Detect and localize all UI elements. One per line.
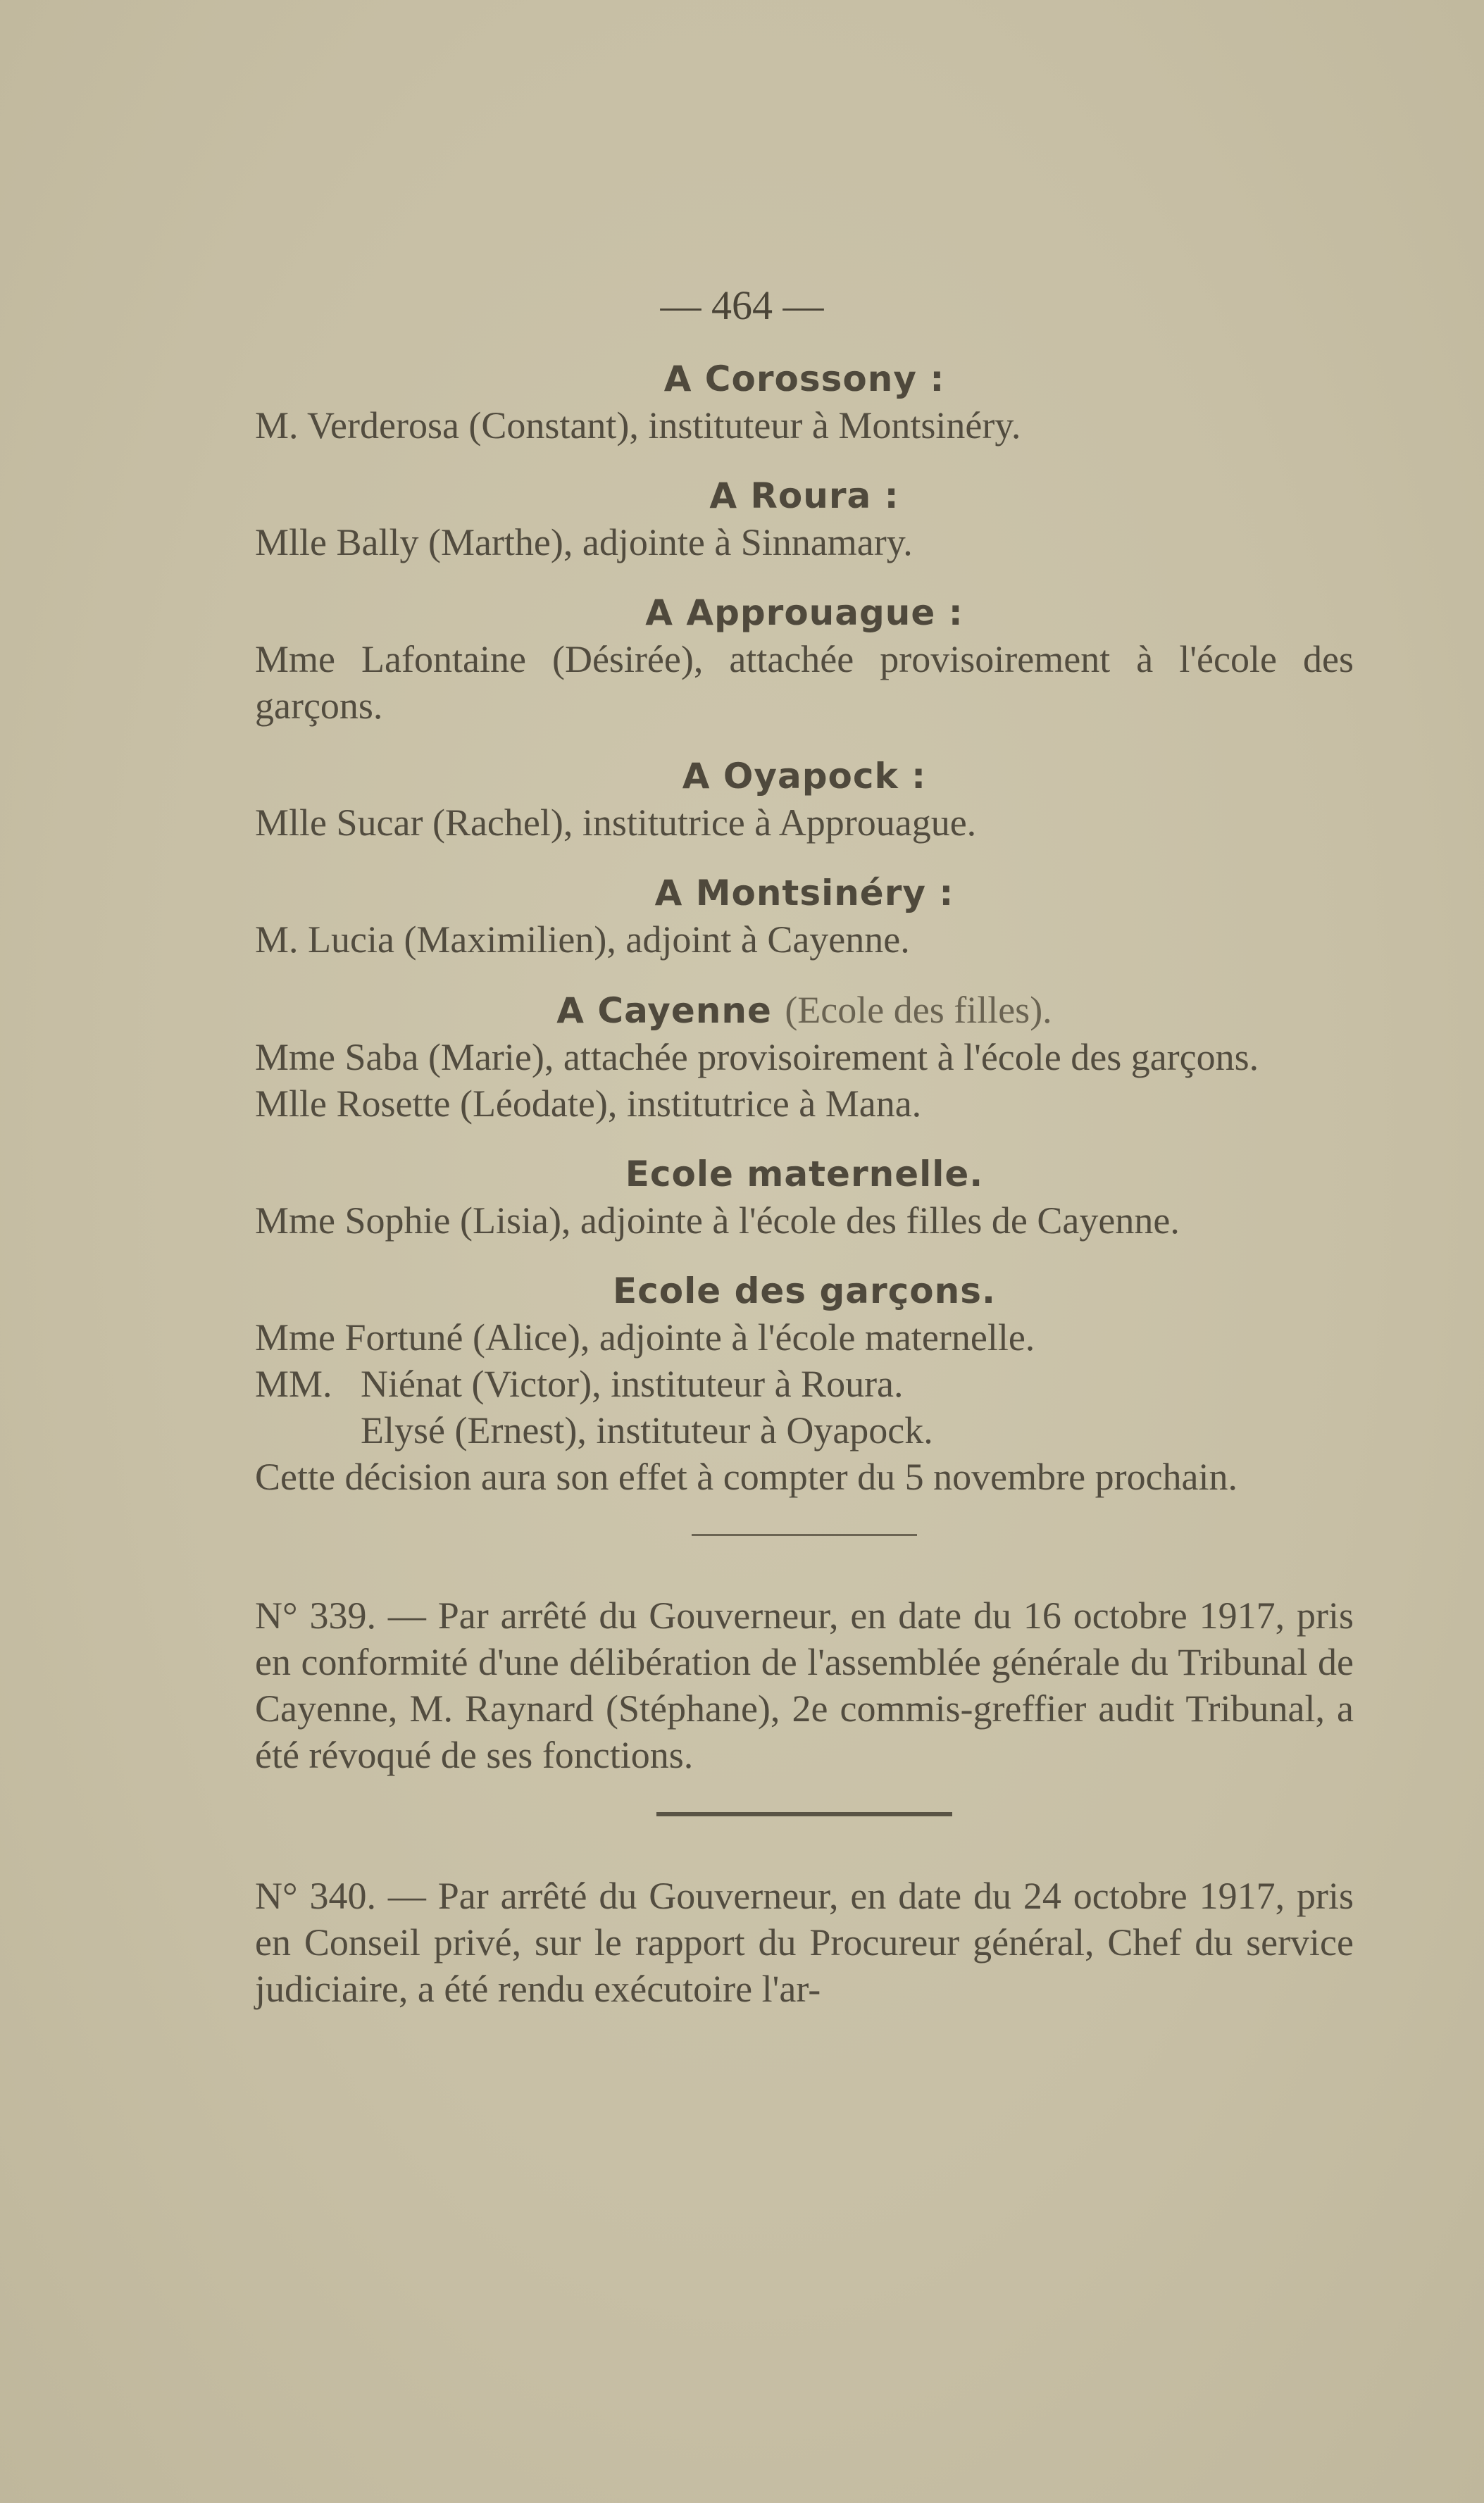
appointment-line: Mlle Sucar (Rachel), institutrice à Approuague.: [255, 801, 977, 844]
section-heading-ecole-garcons: Ecole des garçons.: [612, 1271, 996, 1311]
section-heading-corossony: A Corossony :: [663, 358, 945, 399]
appointment-line: Mlle Rosette (Léodate), institutrice à Mana.: [255, 1082, 922, 1125]
section-heading-oyapock: A Oyapock :: [682, 756, 927, 797]
notice-340: N° 340. — Par arrêté du Gouverneur, en date du 24 octobre 1917, pris en Conseil privé, sur le rapport du Procureur général, Chef du service judiciaire, a été rendu exécutoire l'ar-: [255, 1875, 1354, 2010]
mm-item: Elysé (Ernest), instituteur à Oyapock.: [361, 1409, 933, 1452]
appointment-line: M. Verderosa (Constant), instituteur à Montsinéry.: [255, 404, 1021, 447]
section-heading-ecole-maternelle: Ecole maternelle.: [625, 1154, 984, 1194]
closing-statement: Cette décision aura son effet à compter du 5 novembre prochain.: [255, 1456, 1238, 1498]
mm-label: MM.: [255, 1363, 332, 1405]
document-body: [255, 356, 1354, 2012]
section-heading-cayenne-sub: (Ecole des filles).: [785, 989, 1052, 1031]
list-item: [255, 1407, 1354, 1454]
section-divider: [656, 1812, 952, 1816]
appointment-line: Mme Fortuné (Alice), adjointe à l'école maternelle.: [255, 1316, 1035, 1359]
section-heading-cayenne-title: A Cayenne: [556, 990, 772, 1031]
list-item: [255, 1361, 1354, 1407]
appointment-line: Mme Lafontaine (Désirée), attachée provisoirement à l'école des garçons.: [255, 638, 1354, 727]
section-heading-montsinery: A Montsinéry :: [654, 873, 954, 913]
notice-339: N° 339. — Par arrêté du Gouverneur, en date du 16 octobre 1917, pris en conformité d'une délibération de l'assemblée générale du Tribunal de Cayenne, M. Raynard (Stéphane), 2e commis-greffier audit Tribunal, a été révoqué de ses fonctions.: [255, 1594, 1354, 1776]
section-divider: [692, 1534, 917, 1536]
section-heading-cayenne: [255, 987, 1354, 1034]
mm-list: [255, 1361, 1354, 1454]
section-heading-approuague: A Approuague :: [645, 592, 964, 633]
appointment-line: Mlle Bally (Marthe), adjointe à Sinnamary.: [255, 521, 913, 563]
appointment-line: Mme Sophie (Lisia), adjointe à l'école des filles de Cayenne.: [255, 1199, 1180, 1242]
page-number: — 464 —: [660, 282, 824, 328]
mm-item: Niénat (Victor), instituteur à Roura.: [361, 1363, 904, 1405]
appointment-line: Mme Saba (Marie), attachée provisoirement à l'école des garçons.: [255, 1036, 1259, 1078]
appointment-line: M. Lucia (Maximilien), adjoint à Cayenne.: [255, 918, 910, 961]
section-heading-roura: A Roura :: [709, 475, 899, 516]
